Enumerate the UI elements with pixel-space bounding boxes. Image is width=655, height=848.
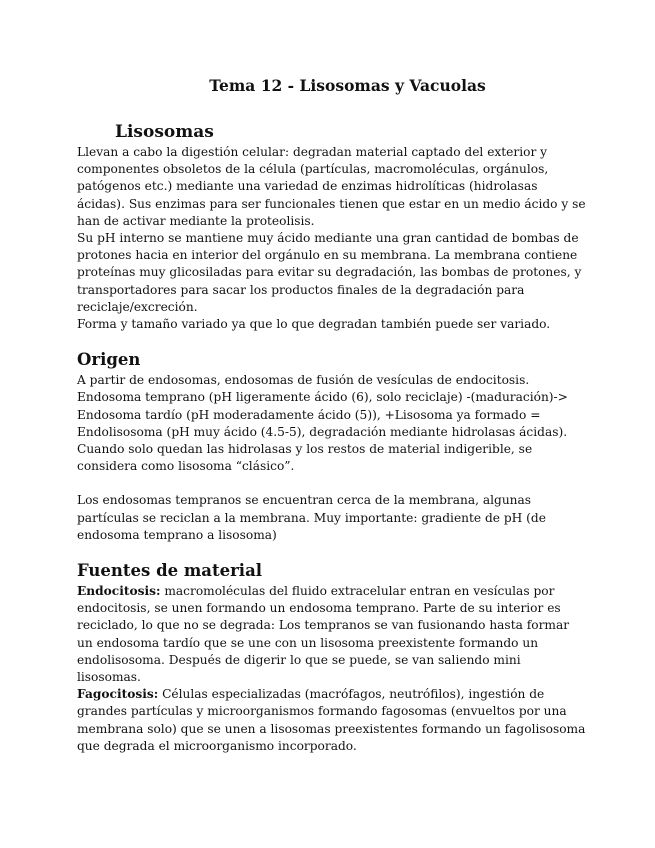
term-endocitosis: Endocitosis: <box>77 584 161 599</box>
paragraph-endocitosis <box>77 583 587 686</box>
paragraph-origen-1: A partir de endosomas, endosomas de fusión de vesículas de endocitosis. <box>77 373 530 388</box>
heading-fuentes: Fuentes de material <box>77 561 263 581</box>
paragraph-origen-2: Endosoma temprano (pH ligeramente ácido (6), solo reciclaje) -(maduración)-> Endosoma tardío (pH moderadamente ácido (5)), +Lisosoma ya formado = Endolisosoma (pH muy ácido (4.5-5), degradación mediante hidrolasas ácidas). Cuando solo quedan las hidrolasas y los restos de material indigerible, se considera como lisosoma “clásico”. <box>77 390 568 474</box>
paragraph-origen-3: Los endosomas tempranos se encuentran cerca de la membrana, algunas partículas se reciclan a la membrana. Muy importante: gradiente de pH (de endosoma temprano a lisosoma) <box>77 493 546 542</box>
text-fagocitosis: Células especializadas (macrófagos, neutrófilos), ingestión de grandes partículas y microorganismos formando fagosomas (envueltos por una membrana solo) que se unen a lisosomas preexistentes formando un fagolisosoma que degrada el microorganismo incorporado. <box>77 687 586 753</box>
term-fagocitosis: Fagocitosis: <box>77 687 159 702</box>
paragraph-lisosomas-2: Su pH interno se mantiene muy ácido mediante una gran cantidad de bombas de protones hacia en interior del orgánulo en su membrana. La membrana contiene proteínas muy glicosiladas para evitar su degradación, las bombas de protones, y transportadores para sacar los productos finales de la degradación para reciclaje/excreción. <box>77 231 582 314</box>
text-endocitosis: macromoléculas del fluido extracelular entran en vesículas por endocitosis, se unen formando un endosoma temprano. Parte de su interior es reciclado, lo que no se degrada: Los tempranos se van fusionando hasta formar un endosoma tardío que se une con un lisosoma preexistente formando un endolisosoma. Después de digerir lo que se puede, se van saliendo mini lisosomas. <box>77 584 570 685</box>
heading-origen: Origen <box>77 350 141 370</box>
paragraph-lisosomas-3: Forma y tamaño variado ya que lo que degradan también puede ser variado. <box>77 317 551 332</box>
document-body <box>77 120 587 755</box>
paragraph-fagocitosis <box>77 686 587 755</box>
heading-lisosomas: Lisosomas <box>115 122 214 142</box>
paragraph-lisosomas-1: Llevan a cabo la digestión celular: degradan material captado del exterior y componentes obsoletos de la célula (partículas, macromoléculas, orgánulos, patógenos etc.) mediante una variedad de enzimas hidrolíticas (hidrolasas ácidas). Sus enzimas para ser funcionales tienen que estar en un medio ácido y se han de activar mediante la proteolisis. <box>77 145 586 228</box>
document-title: Tema 12 - Lisosomas y Vacuolas <box>209 76 486 95</box>
